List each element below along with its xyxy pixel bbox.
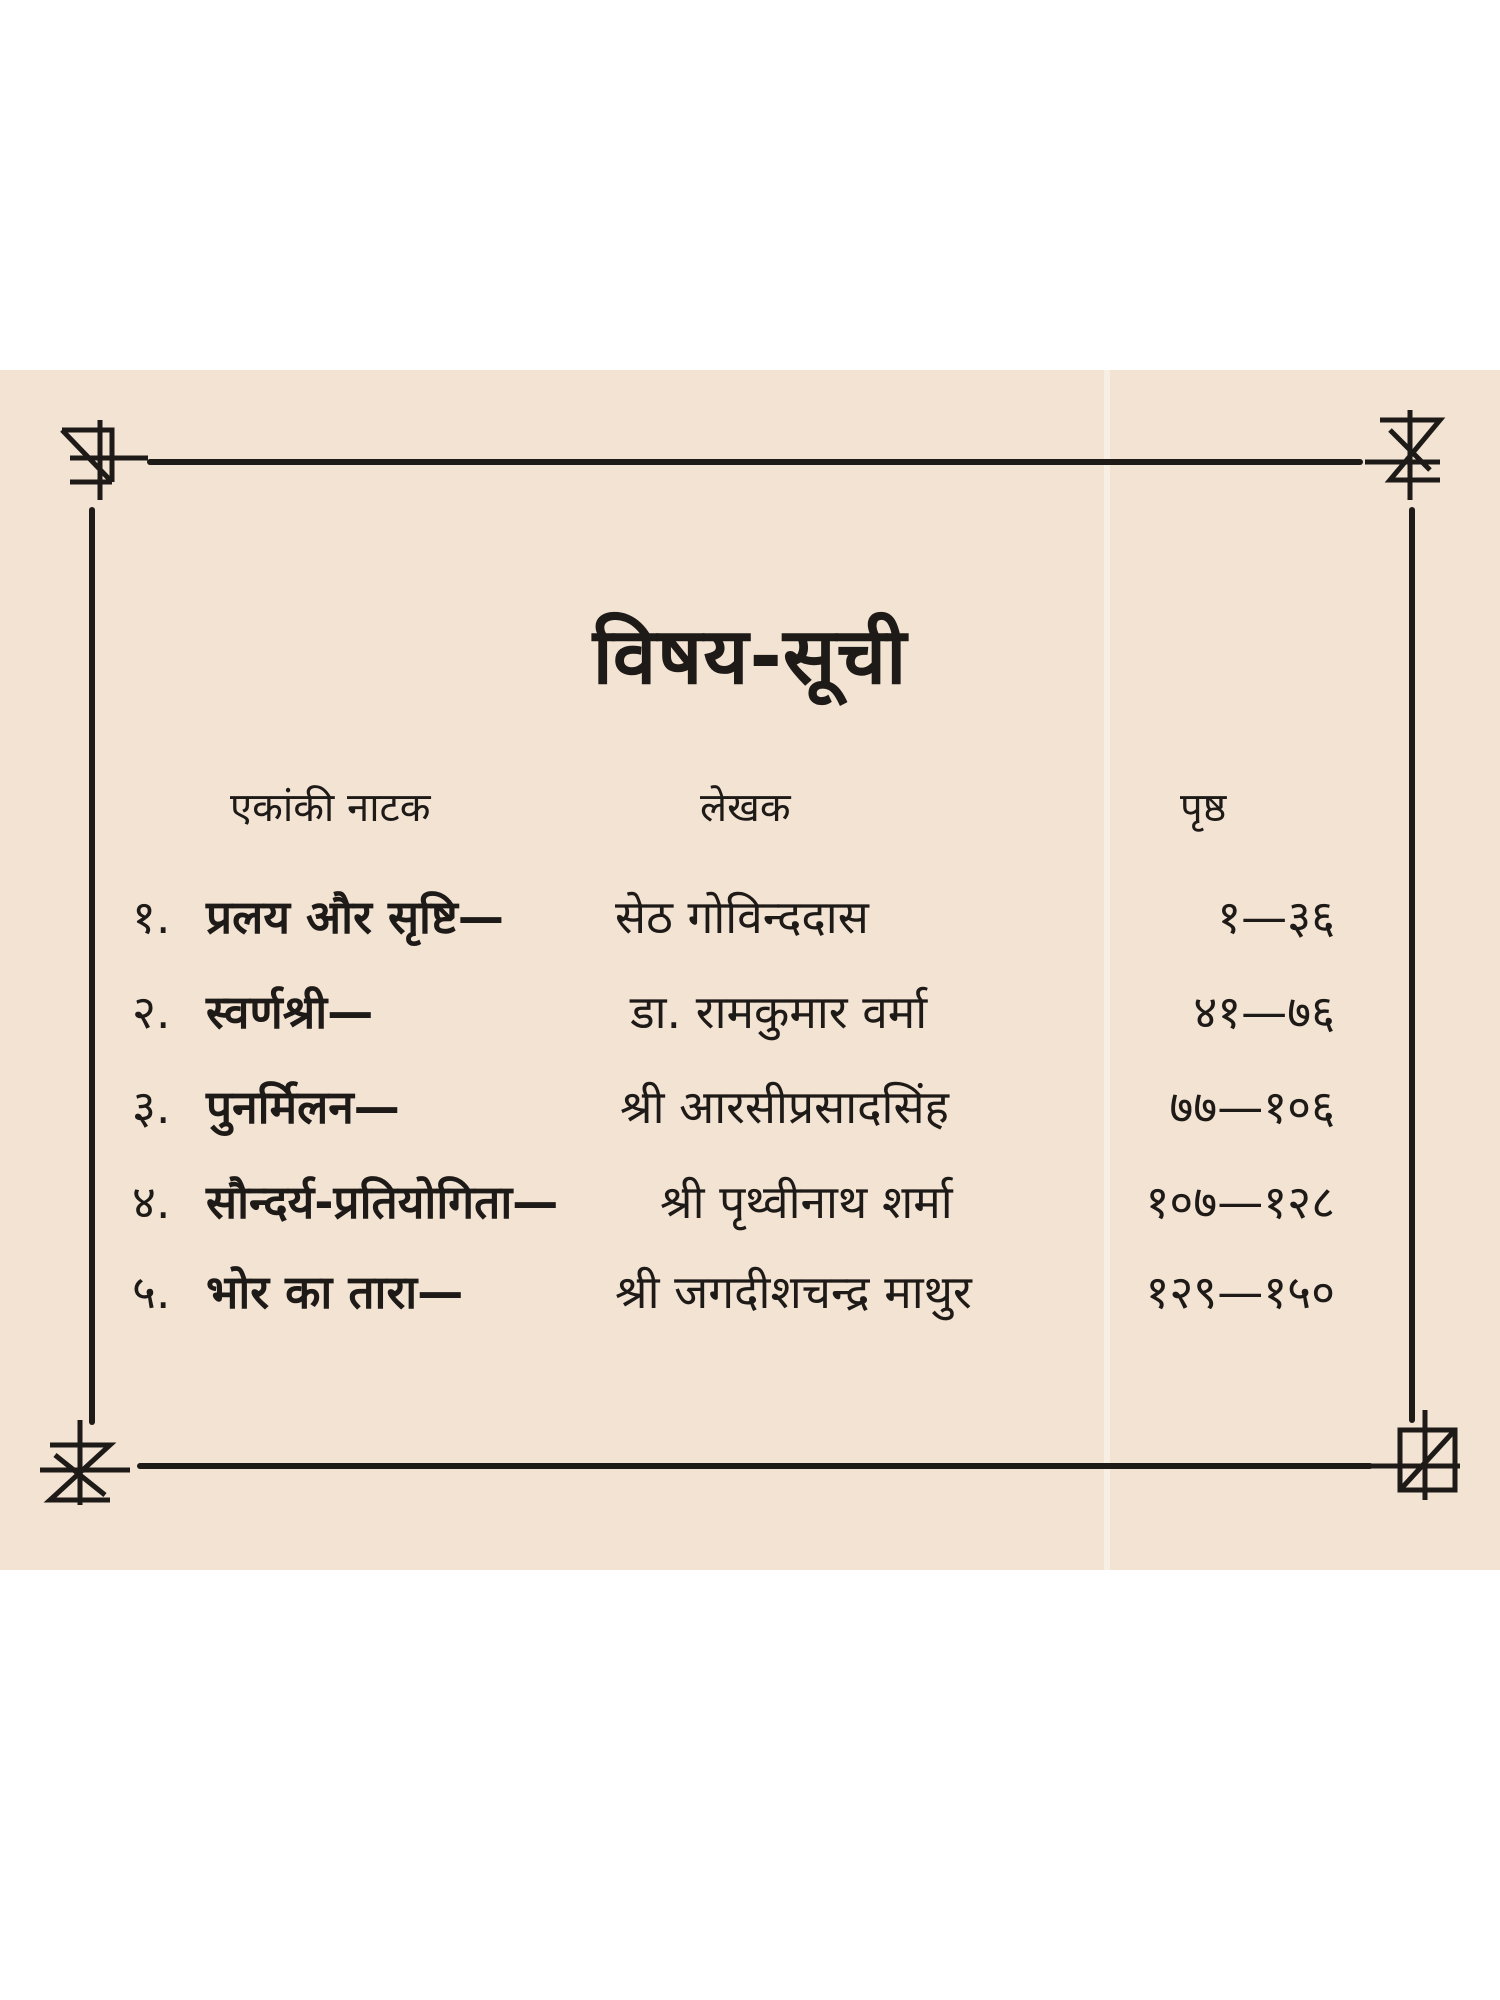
entry-pages: १०७—१२८	[1145, 1175, 1335, 1229]
entry-play: सौन्दर्य-प्रतियोगिता—	[206, 1175, 559, 1229]
entry-pages: १—३६	[1217, 890, 1335, 944]
decorative-border	[0, 370, 1500, 1570]
entry-pages: १२९—१५०	[1145, 1265, 1335, 1319]
corner-ornament-bottom-left	[40, 1420, 130, 1505]
entry-pages: ७७—१०६	[1169, 1080, 1335, 1134]
list-item	[0, 1260, 1500, 1340]
entry-number: ५.	[132, 1265, 171, 1319]
header-pages: पृष्ठ	[1180, 785, 1227, 831]
entry-author: सेठ गोविन्ददास	[615, 890, 869, 944]
corner-ornament-bottom-right	[1370, 1410, 1460, 1500]
entry-play: प्रलय और सृष्टि—	[206, 890, 504, 944]
list-item	[0, 980, 1500, 1060]
entry-number: ३.	[132, 1080, 171, 1134]
list-item	[0, 1075, 1500, 1155]
entry-author: श्री जगदीशचन्द्र माथुर	[615, 1265, 972, 1319]
entry-play: स्वर्णश्री—	[206, 985, 374, 1039]
corner-ornament-top-left	[62, 420, 148, 500]
entry-author: डा. रामकुमार वर्मा	[630, 985, 928, 1039]
entry-pages: ४१—७६	[1193, 985, 1335, 1039]
entry-play: भोर का तारा—	[206, 1265, 464, 1319]
entry-number: २.	[132, 985, 171, 1039]
scanned-page	[0, 370, 1500, 1570]
corner-ornament-top-right	[1365, 410, 1440, 500]
entry-author: श्री आरसीप्रसादसिंह	[620, 1080, 949, 1134]
list-item	[0, 885, 1500, 965]
entry-number: १.	[132, 890, 171, 944]
header-author: लेखक	[700, 785, 791, 831]
page-title: विषय-सूची	[592, 612, 908, 702]
entry-number: ४.	[132, 1175, 171, 1229]
entry-play: पुनर्मिलन—	[206, 1080, 400, 1134]
entry-author: श्री पृथ्वीनाथ शर्मा	[660, 1175, 953, 1229]
header-play: एकांकी नाटक	[230, 785, 431, 831]
list-item	[0, 1170, 1500, 1250]
